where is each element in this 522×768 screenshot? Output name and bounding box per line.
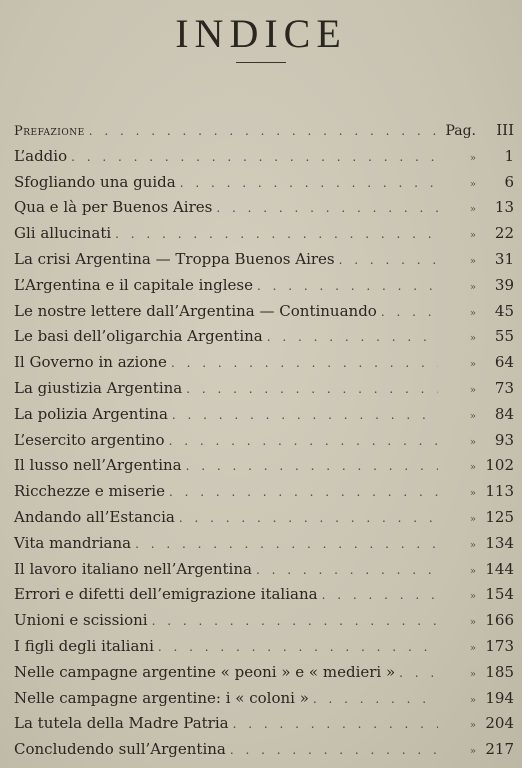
ditto-mark: » <box>469 384 476 396</box>
toc-page-number: 84 <box>494 404 514 423</box>
dot-leader <box>313 687 438 713</box>
toc-page-number: 45 <box>494 301 514 320</box>
dot-leader <box>172 403 438 429</box>
ditto-mark: » <box>469 539 476 551</box>
toc-entry-label: Nelle campagne argentine: i « coloni » <box>14 688 309 707</box>
ditto-mark: » <box>469 436 476 448</box>
toc-entry-row <box>14 531 514 557</box>
toc-page-number: 55 <box>494 327 514 346</box>
ditto-mark: » <box>469 746 476 758</box>
dot-leader <box>256 558 438 584</box>
ditto-mark: » <box>469 359 476 371</box>
toc-entry-label: I figli degli italiani <box>14 636 154 655</box>
ditto-mark: » <box>469 307 476 319</box>
dot-leader <box>152 609 438 635</box>
toc-entry-row <box>14 170 514 196</box>
dot-leader <box>186 454 438 480</box>
toc-entry-label: Sfogliando una guida <box>14 172 176 191</box>
toc-entry-label: L’addio <box>14 146 68 165</box>
toc-page-number: 194 <box>485 688 514 707</box>
toc-page-number: 73 <box>494 378 514 397</box>
toc-entry-label: Andando all’Estancia <box>14 507 175 526</box>
toc-page-number: 64 <box>494 353 514 372</box>
ditto-mark: » <box>469 513 476 525</box>
dot-leader <box>216 196 438 222</box>
ditto-mark: » <box>469 462 476 474</box>
ditto-mark: » <box>469 410 476 422</box>
toc-entry-label: L’Argentina e il capitale inglese <box>14 275 253 294</box>
ditto-mark: » <box>469 230 476 242</box>
toc-page-number: 13 <box>494 198 514 217</box>
ditto-mark: » <box>469 617 476 629</box>
toc-page-number: 154 <box>485 585 514 604</box>
toc-entry-label: Ricchezze e miserie <box>14 482 165 501</box>
dot-leader <box>257 274 438 300</box>
toc-entry-row <box>14 273 514 299</box>
toc-entry-row <box>14 634 514 660</box>
toc-entry-label: Le basi dell’oligarchia Argentina <box>14 327 263 346</box>
toc-entry-row <box>14 660 514 686</box>
toc-page-number: 1 <box>504 146 514 165</box>
toc-page-number: 144 <box>485 559 514 578</box>
dot-leader <box>115 222 438 248</box>
ditto-mark: » <box>469 204 476 216</box>
toc-page-number: 125 <box>485 507 514 526</box>
toc-page-number: 6 <box>504 172 514 191</box>
toc-entry-row <box>14 582 514 608</box>
toc-page-number: 166 <box>485 611 514 630</box>
toc-page-number: 217 <box>485 740 514 759</box>
toc-entry-label: Errori e difetti dell’emigrazione italiana <box>14 585 318 604</box>
toc-entry-label: Concludendo sull’Argentina <box>14 740 226 759</box>
dot-leader <box>135 532 438 558</box>
dot-leader <box>230 738 438 764</box>
dot-leader <box>71 145 438 171</box>
toc-page-number: 185 <box>485 662 514 681</box>
toc-page-number: 93 <box>494 430 514 449</box>
toc-page-number: 134 <box>485 533 514 552</box>
toc-entry-label: Il lusso nell’Argentina <box>14 456 182 475</box>
title-divider <box>236 62 286 63</box>
ditto-mark: » <box>469 488 476 500</box>
toc-entry-label: La giustizia Argentina <box>14 378 183 397</box>
toc-page-number: 102 <box>485 456 514 475</box>
toc-entry-label: Il lavoro italiano nell’Argentina <box>14 559 252 578</box>
table-of-contents <box>14 118 514 763</box>
dot-leader <box>233 712 438 738</box>
toc-entry-row <box>14 144 514 170</box>
toc-entry-row <box>14 453 514 479</box>
dot-leader <box>158 635 438 661</box>
dot-leader <box>180 171 438 197</box>
ditto-mark: » <box>469 668 476 680</box>
toc-entry-row <box>14 402 514 428</box>
toc-page-number: 39 <box>494 275 514 294</box>
dot-leader <box>381 300 438 326</box>
dot-leader <box>339 248 438 274</box>
toc-entry-row <box>14 428 514 454</box>
ditto-mark: » <box>469 591 476 603</box>
pag-label: Pag. <box>445 123 476 139</box>
toc-entry-row <box>14 737 514 763</box>
toc-entry-label: Il Governo in azione <box>14 353 167 372</box>
toc-header-row <box>14 118 514 144</box>
ditto-mark: » <box>469 281 476 293</box>
ditto-mark: » <box>469 333 476 345</box>
dot-leader <box>186 377 438 403</box>
toc-page-number: III <box>496 121 514 139</box>
toc-entry-row <box>14 711 514 737</box>
toc-entry-row <box>14 350 514 376</box>
toc-entry-row <box>14 324 514 350</box>
ditto-mark: » <box>469 694 476 706</box>
toc-entry-row <box>14 505 514 531</box>
dot-leader <box>399 661 438 687</box>
toc-entry-row <box>14 479 514 505</box>
dot-leader <box>169 480 438 506</box>
toc-entry-row <box>14 686 514 712</box>
dot-leader <box>267 325 438 351</box>
toc-page-number: 22 <box>494 224 514 243</box>
toc-entry-label: Vita mandriana <box>14 533 132 552</box>
page-title: INDICE <box>175 11 347 56</box>
ditto-mark: » <box>469 642 476 654</box>
toc-entry-row <box>14 247 514 273</box>
toc-entry-label: Le nostre lettere dall’Argentina — Continuando <box>14 301 377 320</box>
toc-page-number: 113 <box>485 482 514 501</box>
dot-leader <box>322 583 438 609</box>
toc-entry-label: Unioni e scissioni <box>14 611 148 630</box>
toc-entry-label: Gli allucinati <box>14 224 112 243</box>
dot-leader <box>179 506 438 532</box>
toc-entry-row <box>14 608 514 634</box>
dot-leader <box>89 119 438 145</box>
toc-entry-row <box>14 376 514 402</box>
toc-entry-label: L’esercito argentino <box>14 430 165 449</box>
toc-entry-label: Qua e là per Buenos Aires <box>14 198 213 217</box>
toc-page-number: 31 <box>494 249 514 268</box>
toc-entry-label: La polizia Argentina <box>14 404 168 423</box>
ditto-mark: » <box>469 152 476 164</box>
toc-entry-row <box>14 221 514 247</box>
ditto-mark: » <box>469 178 476 190</box>
dot-leader <box>171 351 438 377</box>
toc-entry-label: Nelle campagne argentine « peoni » e « medieri » <box>14 662 396 681</box>
toc-entry-label: La tutela della Madre Patria <box>14 714 229 733</box>
toc-entry-row <box>14 195 514 221</box>
toc-entry-label: Prefazione <box>14 124 85 139</box>
toc-page-number: 173 <box>485 636 514 655</box>
dot-leader <box>169 429 438 455</box>
ditto-mark: » <box>469 565 476 577</box>
toc-entry-row <box>14 557 514 583</box>
toc-entry-row <box>14 299 514 325</box>
toc-entry-label: La crisi Argentina — Troppa Buenos Aires <box>14 249 335 268</box>
ditto-mark: » <box>469 255 476 267</box>
toc-page-number: 204 <box>485 714 514 733</box>
ditto-mark: » <box>469 720 476 732</box>
